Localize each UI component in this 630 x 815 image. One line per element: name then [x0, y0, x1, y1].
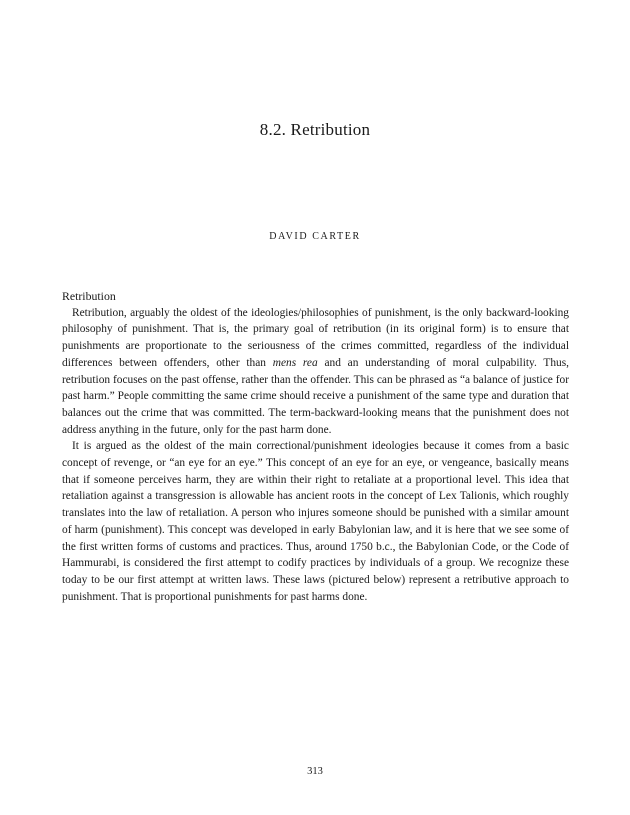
body-text — [62, 288, 569, 605]
paragraph-1 — [62, 305, 569, 439]
mens-rea-term: mens rea — [272, 356, 318, 369]
chapter-title: 8.2. Retribution — [259, 120, 371, 139]
author-name: DAVID CARTER — [269, 231, 361, 242]
section-heading: Retribution — [62, 289, 116, 303]
paragraph-1-text-b: and an understanding of moral culpability. Thus, retribution focuses on the past offense, rather than the offender. This can be phrased as “a balance of justice for past harm.” People committing the same crime should receive a punishment of the same type and duration that balances out the crime that was committed. The term-backward-looking means that the punishment does not address anything in the future, only for the past harm done. — [62, 356, 569, 436]
paragraph-2: It is argued as the oldest of the main correctional/punishment ideologies because it comes from a basic concept of revenge, or “an eye for an eye.” This concept of an eye for an eye, or vengeance, basically means that if someone perceives harm, they are within their right to retaliate at a proportional level. This idea that retaliation against a transgression is allowable has ancient roots in the concept of Lex Talionis, which roughly translates into the law of retaliation. A person who injures someone should be punished with a similar amount of harm (punishment). This concept was developed in early Babylonian law, and it is here that we see some of the first written forms of customs and practices. Thus, around 1750 b.c., the Babylonian Code, or the Code of Hammurabi, is considered the first attempt to codify practices by individuals of a group. We recognize these today to be our first attempt at written laws. These laws (pictured below) represent a retributive approach to punishment. That is proportional punishments for past harms done. — [62, 440, 569, 603]
paragraph-1-text-a: Retribution, arguably the oldest of the ideologies/philosophies of punishment, is the only backward-looking philosophy of punishment. That is, the primary goal of retribution (in its original form) is to ensure that punishments are proportionate to the seriousness of the crimes committed, regardless of the individual differences between offenders, other than — [62, 306, 569, 369]
page-number: 313 — [307, 766, 323, 777]
